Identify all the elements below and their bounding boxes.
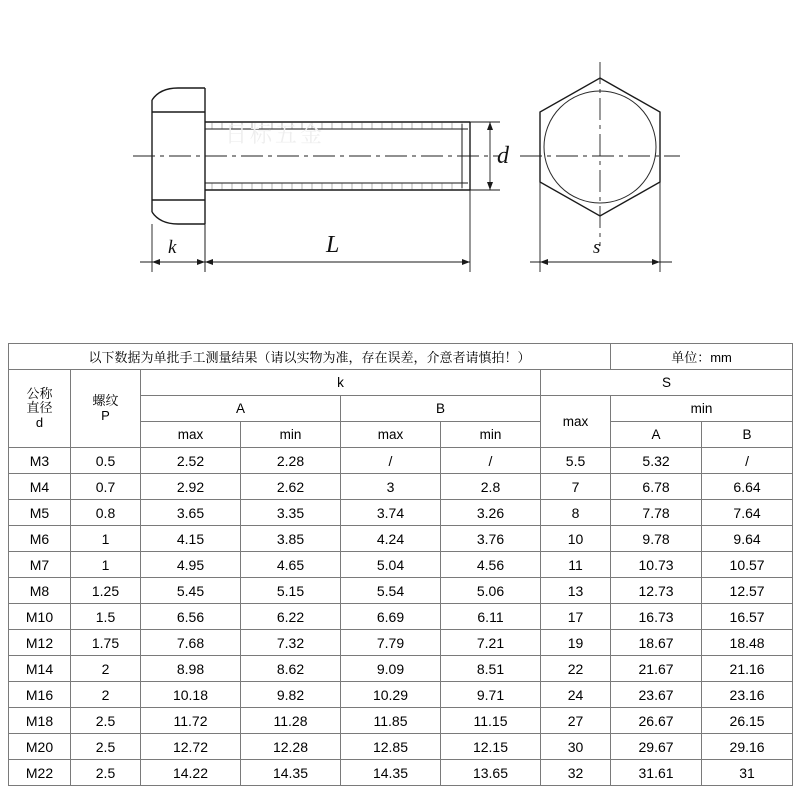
- cell-k-a-max: 4.95: [141, 552, 241, 578]
- cell-s-max: 22: [541, 656, 611, 682]
- header-s-min-B: B: [702, 422, 793, 448]
- cell-k-a-min: 14.35: [241, 760, 341, 786]
- table-row: [9, 734, 793, 760]
- cell-s-min-a: 23.67: [611, 682, 702, 708]
- dimension-L: [205, 190, 470, 272]
- cell-pitch: 1.5: [71, 604, 141, 630]
- cell-s-max: 24: [541, 682, 611, 708]
- cell-diameter: M20: [9, 734, 71, 760]
- table-row: [9, 682, 793, 708]
- cell-k-a-max: 8.98: [141, 656, 241, 682]
- cell-k-a-max: 4.15: [141, 526, 241, 552]
- cell-k-b-max: 14.35: [341, 760, 441, 786]
- header-k-A: A: [141, 396, 341, 422]
- cell-k-a-min: 9.82: [241, 682, 341, 708]
- cell-s-min-b: /: [702, 448, 793, 474]
- cell-pitch: 2.5: [71, 760, 141, 786]
- cell-pitch: 2.5: [71, 734, 141, 760]
- table-row: [9, 500, 793, 526]
- cell-k-b-min: 7.21: [441, 630, 541, 656]
- spec-table: [8, 343, 793, 786]
- cell-diameter: M10: [9, 604, 71, 630]
- header-s-min: min: [611, 396, 793, 422]
- cell-k-b-max: 12.85: [341, 734, 441, 760]
- cell-s-max: 13: [541, 578, 611, 604]
- cell-k-b-min: 5.06: [441, 578, 541, 604]
- cell-k-a-min: 6.22: [241, 604, 341, 630]
- cell-k-b-max: 3.74: [341, 500, 441, 526]
- cell-pitch: 1.75: [71, 630, 141, 656]
- cell-pitch: 1: [71, 526, 141, 552]
- table-row: [9, 578, 793, 604]
- bolt-technical-drawing: [0, 0, 800, 340]
- cell-s-min-a: 12.73: [611, 578, 702, 604]
- cell-k-a-min: 11.28: [241, 708, 341, 734]
- dimension-label-d: d: [497, 143, 509, 169]
- head-bottom-chamfer: [152, 212, 205, 224]
- cell-diameter: M14: [9, 656, 71, 682]
- table-note-row: [9, 344, 793, 370]
- cell-s-max: 11: [541, 552, 611, 578]
- cell-diameter: M3: [9, 448, 71, 474]
- header-s-min-A: A: [611, 422, 702, 448]
- cell-diameter: M22: [9, 760, 71, 786]
- cell-k-b-min: 3.76: [441, 526, 541, 552]
- dimension-label-k: k: [168, 237, 177, 258]
- cell-s-min-b: 21.16: [702, 656, 793, 682]
- cell-k-a-max: 11.72: [141, 708, 241, 734]
- cell-s-min-b: 10.57: [702, 552, 793, 578]
- cell-s-min-a: 9.78: [611, 526, 702, 552]
- cell-s-min-b: 7.64: [702, 500, 793, 526]
- header-s-max: max: [541, 396, 611, 448]
- cell-k-b-min: 2.8: [441, 474, 541, 500]
- cell-s-max: 30: [541, 734, 611, 760]
- table-row: [9, 656, 793, 682]
- cell-diameter: M18: [9, 708, 71, 734]
- cell-k-a-min: 12.28: [241, 734, 341, 760]
- table-header-row-1: [9, 370, 793, 396]
- cell-k-a-min: 7.32: [241, 630, 341, 656]
- cell-k-a-max: 6.56: [141, 604, 241, 630]
- cell-k-b-min: /: [441, 448, 541, 474]
- cell-pitch: 1: [71, 552, 141, 578]
- cell-diameter: M8: [9, 578, 71, 604]
- header-k-A-max: max: [141, 422, 241, 448]
- cell-s-max: 27: [541, 708, 611, 734]
- cell-k-a-min: 2.62: [241, 474, 341, 500]
- cell-s-min-a: 31.61: [611, 760, 702, 786]
- cell-k-a-max: 2.52: [141, 448, 241, 474]
- cell-k-b-max: 7.79: [341, 630, 441, 656]
- header-k: k: [141, 370, 541, 396]
- cell-k-b-min: 13.65: [441, 760, 541, 786]
- table-row: [9, 604, 793, 630]
- table-row: [9, 448, 793, 474]
- cell-pitch: 0.8: [71, 500, 141, 526]
- cell-s-max: 8: [541, 500, 611, 526]
- cell-k-a-min: 3.85: [241, 526, 341, 552]
- cell-s-min-b: 16.57: [702, 604, 793, 630]
- cell-k-a-min: 2.28: [241, 448, 341, 474]
- cell-k-b-max: 5.04: [341, 552, 441, 578]
- cell-diameter: M12: [9, 630, 71, 656]
- cell-pitch: 0.7: [71, 474, 141, 500]
- dimension-label-s: s: [593, 237, 601, 258]
- cell-s-min-a: 7.78: [611, 500, 702, 526]
- table-row: [9, 708, 793, 734]
- cell-diameter: M7: [9, 552, 71, 578]
- cell-k-b-max: 9.09: [341, 656, 441, 682]
- cell-k-b-max: 3: [341, 474, 441, 500]
- cell-s-max: 19: [541, 630, 611, 656]
- dimension-label-L: L: [326, 232, 340, 258]
- table-row: [9, 630, 793, 656]
- header-k-A-min: min: [241, 422, 341, 448]
- cell-s-max: 32: [541, 760, 611, 786]
- cell-k-b-max: 5.54: [341, 578, 441, 604]
- cell-k-b-min: 8.51: [441, 656, 541, 682]
- cell-k-b-min: 11.15: [441, 708, 541, 734]
- table-row: [9, 526, 793, 552]
- head-top-chamfer: [152, 88, 205, 100]
- cell-s-min-a: 21.67: [611, 656, 702, 682]
- table-row: [9, 552, 793, 578]
- cell-k-b-min: 3.26: [441, 500, 541, 526]
- cell-k-b-max: 10.29: [341, 682, 441, 708]
- cell-diameter: M4: [9, 474, 71, 500]
- cell-s-min-a: 26.67: [611, 708, 702, 734]
- table-row: [9, 474, 793, 500]
- cell-k-b-min: 4.56: [441, 552, 541, 578]
- cell-k-b-max: 6.69: [341, 604, 441, 630]
- measurement-note: 以下数据为单批手工测量结果（请以实物为准，存在误差，介意者请慎拍！）: [9, 344, 611, 370]
- cell-s-min-b: 29.16: [702, 734, 793, 760]
- cell-s-min-a: 5.32: [611, 448, 702, 474]
- unit-label: 单位：mm: [611, 344, 793, 370]
- cell-diameter: M5: [9, 500, 71, 526]
- cell-pitch: 0.5: [71, 448, 141, 474]
- cell-k-b-max: 11.85: [341, 708, 441, 734]
- dimension-s: [530, 182, 672, 272]
- spec-table-container: [8, 343, 792, 786]
- cell-pitch: 1.25: [71, 578, 141, 604]
- cell-k-a-max: 2.92: [141, 474, 241, 500]
- dimension-k: [140, 224, 218, 272]
- cell-pitch: 2: [71, 682, 141, 708]
- cell-k-b-min: 9.71: [441, 682, 541, 708]
- header-k-B: B: [341, 396, 541, 422]
- cell-k-a-max: 14.22: [141, 760, 241, 786]
- cell-diameter: M6: [9, 526, 71, 552]
- cell-k-a-min: 3.35: [241, 500, 341, 526]
- cell-s-min-a: 10.73: [611, 552, 702, 578]
- cell-s-max: 5.5: [541, 448, 611, 474]
- cell-k-b-max: 4.24: [341, 526, 441, 552]
- cell-s-max: 7: [541, 474, 611, 500]
- cell-diameter: M16: [9, 682, 71, 708]
- header-k-B-max: max: [341, 422, 441, 448]
- header-k-B-min: min: [441, 422, 541, 448]
- cell-s-min-a: 16.73: [611, 604, 702, 630]
- cell-pitch: 2.5: [71, 708, 141, 734]
- cell-k-b-min: 6.11: [441, 604, 541, 630]
- cell-s-max: 10: [541, 526, 611, 552]
- cell-s-min-b: 9.64: [702, 526, 793, 552]
- cell-pitch: 2: [71, 656, 141, 682]
- header-s: S: [541, 370, 793, 396]
- cell-k-a-min: 8.62: [241, 656, 341, 682]
- cell-k-a-min: 5.15: [241, 578, 341, 604]
- cell-s-min-a: 29.67: [611, 734, 702, 760]
- cell-k-b-max: /: [341, 448, 441, 474]
- cell-k-a-max: 12.72: [141, 734, 241, 760]
- cell-s-min-a: 6.78: [611, 474, 702, 500]
- cell-k-a-max: 5.45: [141, 578, 241, 604]
- cell-k-a-max: 7.68: [141, 630, 241, 656]
- watermark-text: 日标五金: [225, 122, 326, 147]
- cell-s-min-b: 6.64: [702, 474, 793, 500]
- cell-s-min-b: 31: [702, 760, 793, 786]
- cell-s-min-b: 23.16: [702, 682, 793, 708]
- cell-k-a-max: 10.18: [141, 682, 241, 708]
- cell-k-a-min: 4.65: [241, 552, 341, 578]
- header-thread-pitch: 螺纹 P: [71, 370, 141, 448]
- cell-k-b-min: 12.15: [441, 734, 541, 760]
- cell-s-min-b: 12.57: [702, 578, 793, 604]
- cell-s-min-b: 18.48: [702, 630, 793, 656]
- table-row: [9, 760, 793, 786]
- bolt-drawing-svg: [0, 0, 800, 340]
- cell-s-max: 17: [541, 604, 611, 630]
- cell-s-min-a: 18.67: [611, 630, 702, 656]
- cell-s-min-b: 26.15: [702, 708, 793, 734]
- header-nominal-diameter: 公称 直径 d: [9, 370, 71, 448]
- cell-k-a-max: 3.65: [141, 500, 241, 526]
